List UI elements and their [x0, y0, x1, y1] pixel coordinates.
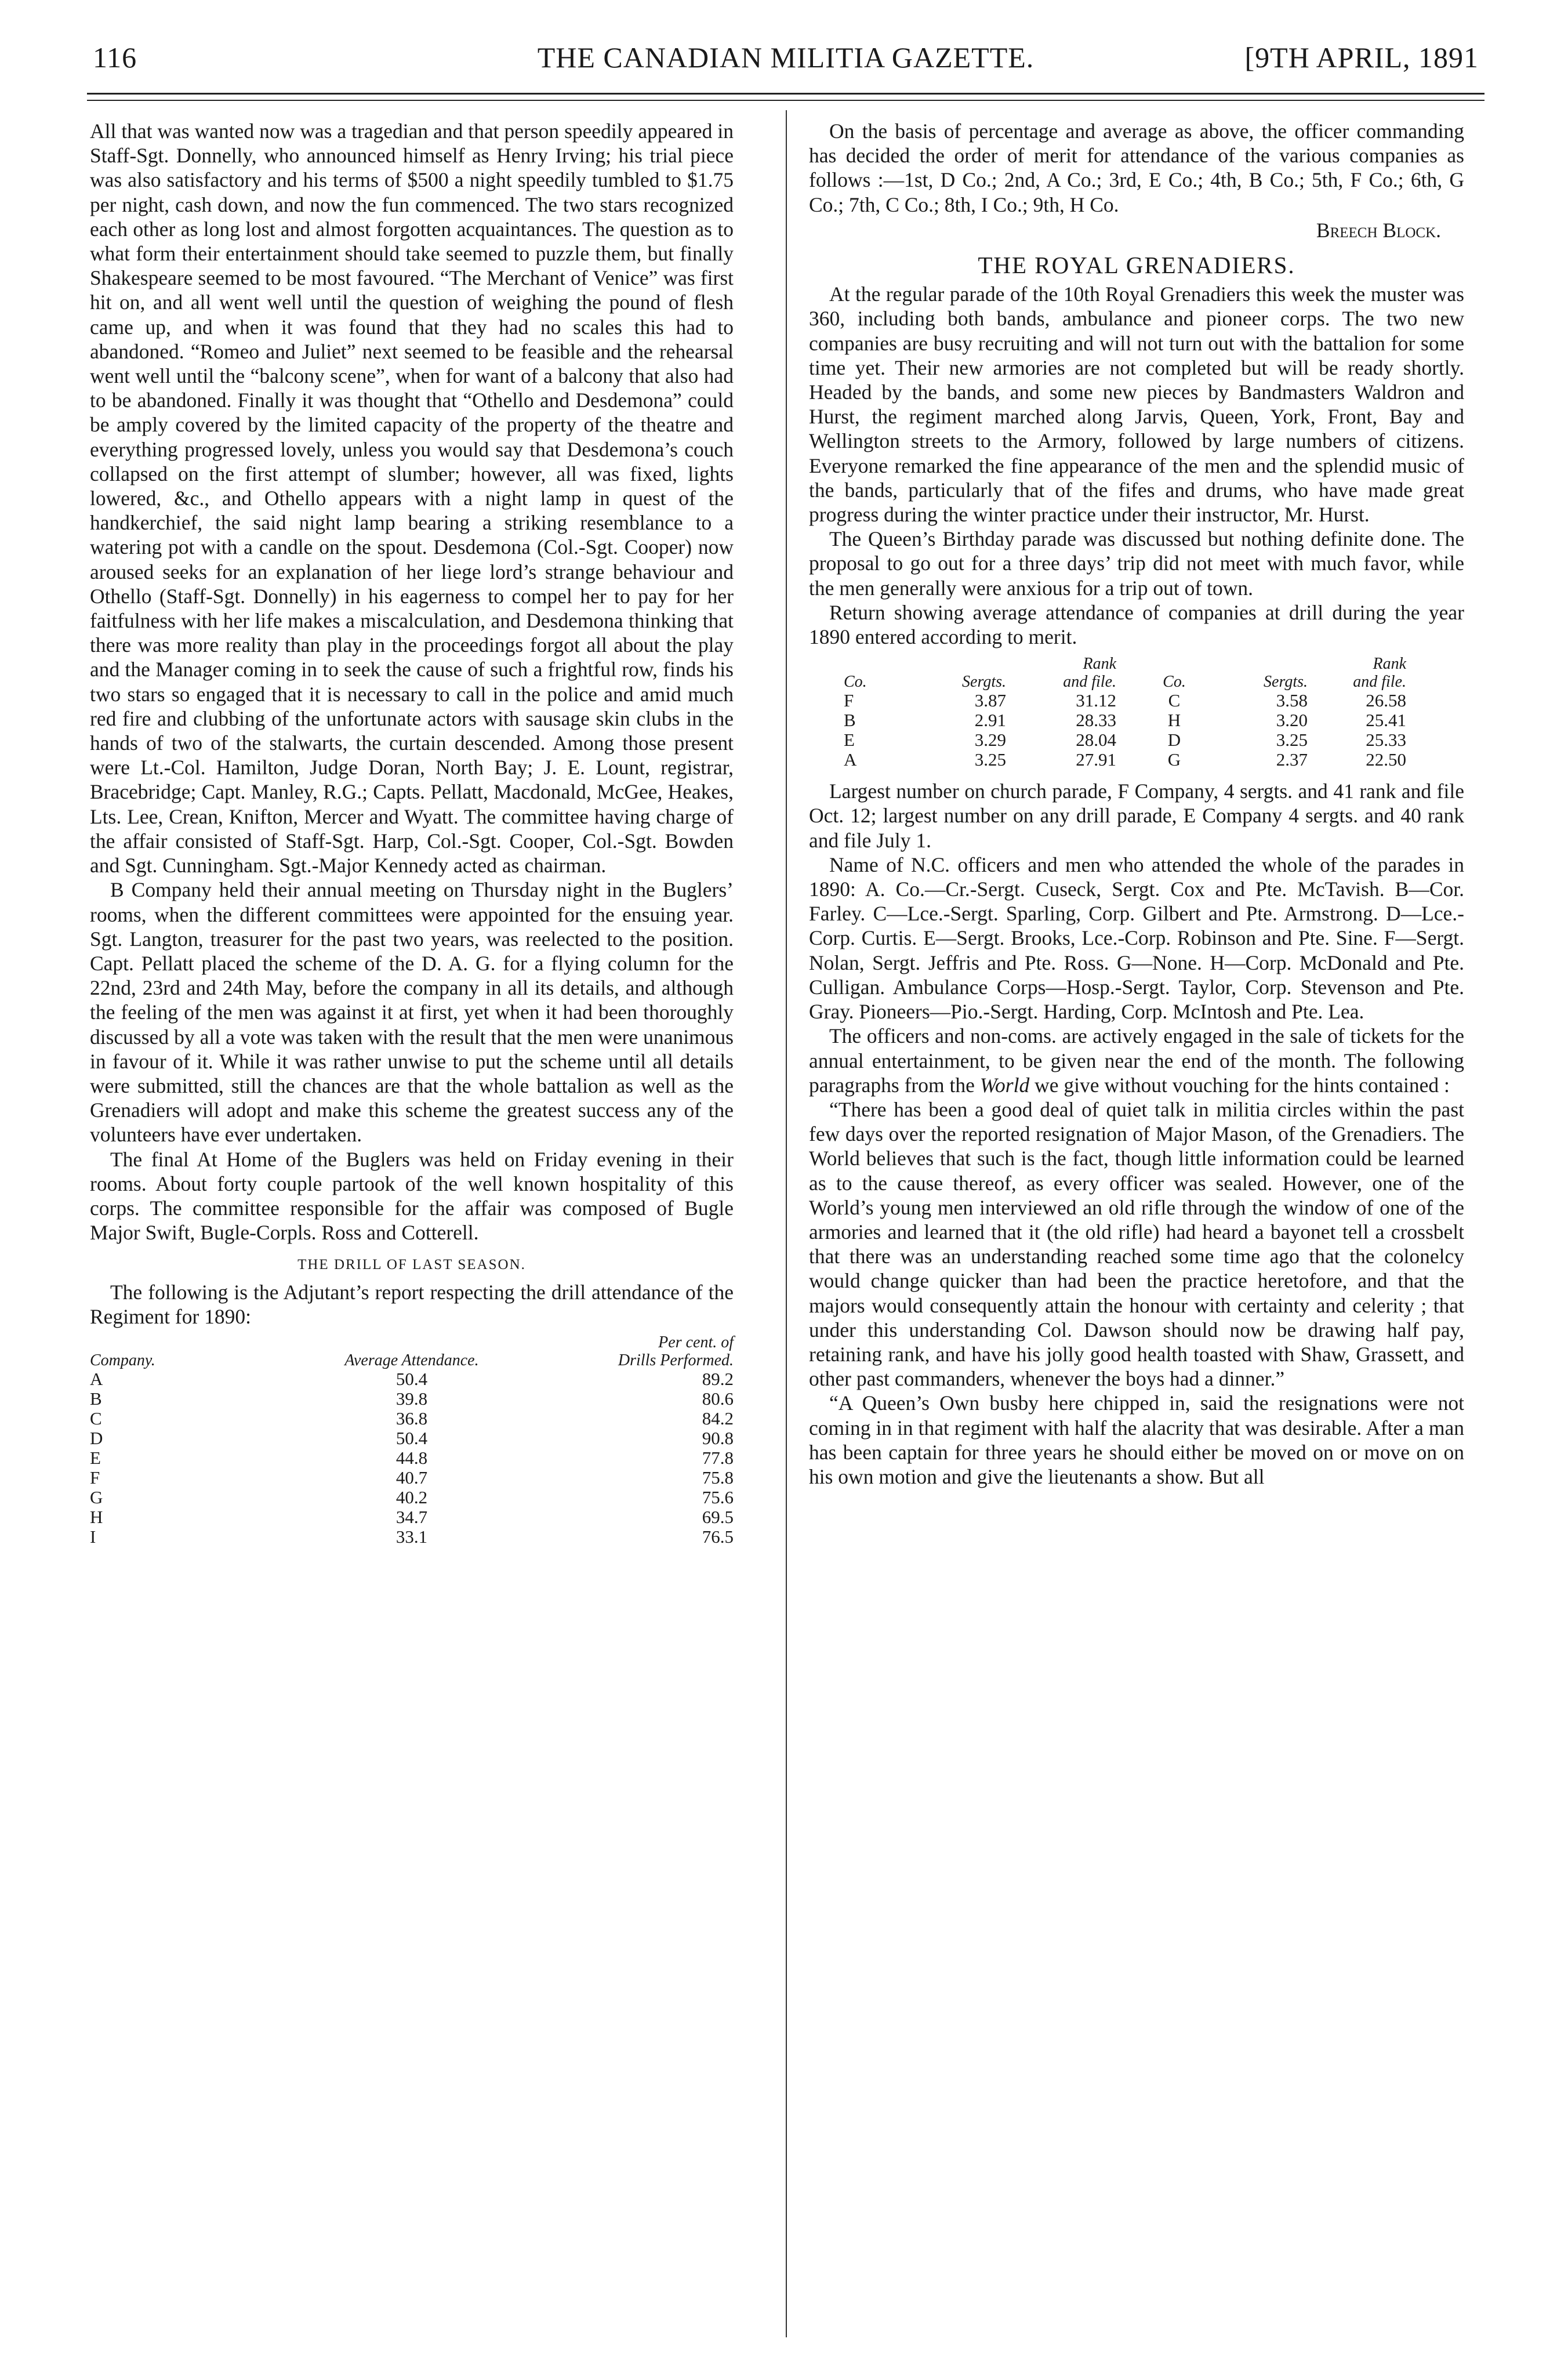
- company-cell: C: [1168, 690, 1181, 711]
- company-cell: E: [844, 730, 855, 751]
- table-row: [90, 1488, 734, 1507]
- sergeants-cell: 3.25: [1276, 730, 1308, 751]
- table-row: [90, 1468, 734, 1488]
- column-header: Average Attendance.: [344, 1351, 479, 1369]
- masthead: [93, 41, 1479, 87]
- company-cell: G: [1167, 749, 1181, 770]
- table-row: [90, 1369, 734, 1389]
- publication-title: THE CANADIAN MILITIA GAZETTE.: [537, 41, 1035, 74]
- percent-cell: 75.8: [702, 1467, 734, 1488]
- rank-file-cell: 25.41: [1366, 710, 1406, 731]
- paragraph: Largest number on church parade, F Company, 4 sergts. and 41 rank and file Oct. 12; largest number on any drill parade, E Company 4 sergts. and 40 rank and file July 1.: [809, 780, 1464, 852]
- rank-file-cell: 25.33: [1366, 730, 1406, 751]
- section-heading: THE ROYAL GRENADIERS.: [978, 252, 1295, 279]
- column-header: Drills Performed.: [618, 1351, 734, 1369]
- issue-date: [9TH APRIL, 1891: [1244, 41, 1479, 74]
- table-row: [844, 750, 1464, 770]
- company-cell: D: [90, 1427, 103, 1448]
- column-header: Company.: [90, 1351, 155, 1369]
- company-cell: A: [844, 749, 857, 770]
- percent-cell: 75.6: [702, 1487, 734, 1507]
- average-cell: 36.8: [395, 1408, 428, 1429]
- table-row: [90, 1527, 734, 1547]
- average-cell: 40.2: [395, 1487, 428, 1507]
- table-row: [90, 1507, 734, 1527]
- paragraph-text: we give without vouching for the hints contained :: [1035, 1073, 1450, 1097]
- paragraph: The final At Home of the Buglers was held on Friday evening in their rooms. About forty couple partook of the well known hospitality of this corps. The committee responsible for the affair was composed of Bugle Major Swift, Bugle-Corpls. Ross and Cotterell.: [90, 1147, 734, 1245]
- merit-table: [809, 655, 1464, 770]
- byline: Breech Block.: [1316, 218, 1441, 242]
- percent-cell: 80.6: [702, 1388, 734, 1409]
- rank-file-cell: 22.50: [1366, 749, 1406, 770]
- quoted-paragraph: “A Queen’s Own busby here chipped in, said the resignations were not coming in in that regiment with half the alacrity that was desirable. After a man has been captain for three years he should either be moved on or move on on his own motion and give the lieutenants a show. But all: [809, 1391, 1464, 1488]
- table-header: [90, 1333, 734, 1351]
- average-cell: 34.7: [395, 1506, 428, 1527]
- rank-file-cell: 27.91: [1076, 749, 1116, 770]
- column-header: Rank: [1083, 655, 1116, 673]
- paragraph: [809, 1024, 1464, 1097]
- percent-cell: 90.8: [702, 1427, 734, 1448]
- table-row: [90, 1409, 734, 1429]
- paragraph: The Queen’s Birthday parade was discussed but nothing definite done. The proposal to go out for a three days’ trip did not meet with much favor, while the men generally were anxious for a trip out of town.: [809, 527, 1464, 600]
- sergeants-cell: 2.91: [974, 710, 1006, 731]
- company-cell: C: [90, 1408, 102, 1429]
- sergeants-cell: 2.37: [1276, 749, 1308, 770]
- company-cell: H: [90, 1506, 103, 1527]
- paragraph: The following is the Adjutant’s report respecting the drill attendance of the Regiment for 1890:: [90, 1280, 734, 1328]
- average-cell: 50.4: [395, 1427, 428, 1448]
- percent-cell: 69.5: [702, 1506, 734, 1527]
- table-row: [90, 1389, 734, 1409]
- column-header: Co.: [1163, 673, 1186, 691]
- rank-file-cell: 28.33: [1076, 710, 1116, 731]
- company-cell: I: [90, 1526, 96, 1547]
- table-row: [844, 710, 1464, 730]
- percent-cell: 89.2: [702, 1368, 734, 1389]
- average-cell: 33.1: [395, 1526, 428, 1547]
- rank-file-cell: 28.04: [1076, 730, 1116, 751]
- table-header: [90, 1351, 734, 1369]
- column-header: Co.: [844, 673, 867, 691]
- paragraph: At the regular parade of the 10th Royal Grenadiers this week the muster was 360, including both bands, ambulance and pioneer corps. The two new companies are busy recruiting and will not turn out with the battalion for some time yet. Their new armories are not completed but will be ready shortly. Headed by the bands, and some new pieces by Bandmasters Waldron and Hurst, the regiment marched along Jarvis, Queen, York, Front, Bay and Wellington streets to the Armory, followed by large numbers of citizens. Everyone remarked the fine appearance of the men and the splendid music of the bands, particularly that of the fifes and drums, who have made great progress during the winter practice under their instructor, Mr. Hurst.: [809, 282, 1464, 527]
- paragraph: On the basis of percentage and average as above, the officer commanding has decided the order of merit for attendance of the various companies as follows :—1st, D Co.; 2nd, A Co.; 3rd, E Co.; 4th, B Co.; 5th, F Co.; 6th, G Co.; 7th, C Co.; 8th, I Co.; 9th, H Co.: [809, 119, 1464, 216]
- paragraph: B Company held their annual meeting on Thursday night in the Buglers’ rooms, when the different committees were appointed for the ensuing year. Sgt. Langton, treasurer for the past two years, was reelected to the position. Capt. Pellatt placed the scheme of the D. A. G. for a flying column for the 22nd, 23rd and 24th May, before the company in all its details, and although the feeling of the men was against it at first, yet when it had been thoroughly discussed by all a vote was taken with the result that the men were unanimous in favour of it. While it was rather unwise to put the scheme until all details were submitted, still the chances are that the whole battalion as well as the Grenadiers will adopt and make this scheme the greatest success any of the volunteers have ever undertaken.: [90, 878, 734, 1147]
- company-cell: F: [90, 1467, 100, 1488]
- paragraph: All that was wanted now was a tragedian and that person speedily appeared in Staff-Sgt. Donnelly, who announced himself as Henry Irving; his trial piece was also satisfactory and his terms of $500 a night speedily tumbled to $1.75 per night, cash down, and now the fun commenced. The two stars recognized each other as long lost and almost forgotten acquaintances. The question as to what form their entertainment should take seemed to puzzle them, but finally Shakespeare seemed to be most favoured. “The Merchant of Venice” was first hit on, and all went well until the question of weighing the pound of flesh came up, and when it was found that they had no scales this had to abandoned. “Romeo and Juliet” next seemed to be feasible and the rehearsal went well until the “balcony scene”, when for want of a balcony that also had to be abandoned. Finally it was thought that “Othello and Desdemona” could be amply covered by the limited capacity of the property of the theatre and everything progressed lovely, unless you would say that Desdemona’s couch collapsed on the first attempt of slumber; however, all was fixed, lights lowered, &c., and Othello appears with a night lamp in quest of the handkerchief, the said night lamp bearing a striking resemblance to a watering pot with a candle on the spout. Desdemona (Col.-Sgt. Cooper) now aroused seeks for an explanation of her liege lord’s strange behaviour and Othello (Staff-Sgt. Donnelly) in his eagerness to compel her to pay for her faitfulness with her life makes a miscalculation, and Desdemona thinking that there was more reality than play in the proceedings forgot all about the play and the Manager coming in to seek the cause of such a frightful row, finds his two stars so engaged that it is necessary to call in the police and amid much red fire and clubbing of the unfortunate actors with sausage skin clubs in the hands of two of the stalwarts, the curtain descended. Among those present were Lt.-Col. Hamilton, Judge Doran, North Bay; J. E. Lount, registrar, Bracebridge; Capt. Manley, R.G.; Capts. Pellatt, Macdonald, McGee, Heakes, Lts. Lee, Crean, Knifton, Mercer and Wyatt. The committee having charge of the affair consisted of Staff-Sgt. Harp, Col.-Sgt. Cooper, Col.-Sgt. Bowden and Sgt. Cunningham. Sgt.-Major Kennedy acted as chairman.: [90, 119, 734, 878]
- rank-file-cell: 26.58: [1366, 690, 1406, 711]
- column-header: and file.: [1353, 673, 1406, 691]
- column-header: Sergts.: [962, 673, 1006, 691]
- company-cell: G: [90, 1487, 103, 1507]
- percent-cell: 76.5: [702, 1526, 734, 1547]
- column-divider: [786, 110, 787, 2337]
- drill-attendance-table: [90, 1333, 734, 1547]
- sergeants-cell: 3.25: [974, 749, 1006, 770]
- average-cell: 40.7: [395, 1467, 428, 1488]
- sergeants-cell: 3.87: [974, 690, 1006, 711]
- percent-cell: 77.8: [702, 1447, 734, 1468]
- average-cell: 50.4: [395, 1368, 428, 1389]
- section-subheading: THE DRILL OF LAST SEASON.: [297, 1257, 526, 1273]
- column-header: Per cent. of: [658, 1333, 734, 1351]
- company-cell: A: [90, 1368, 103, 1389]
- percent-cell: 84.2: [702, 1408, 734, 1429]
- table-header: [844, 655, 1464, 673]
- company-cell: H: [1167, 710, 1181, 731]
- sergeants-cell: 3.29: [974, 730, 1006, 751]
- table-row: [90, 1448, 734, 1468]
- header-rule: [87, 93, 1484, 95]
- left-column: [90, 119, 734, 1547]
- average-cell: 39.8: [395, 1388, 428, 1409]
- average-cell: 44.8: [395, 1447, 428, 1468]
- table-row: [844, 730, 1464, 750]
- column-header: and file.: [1063, 673, 1116, 691]
- company-cell: B: [844, 710, 856, 731]
- paragraph-text: The officers and non-coms. are actively engaged in the sale of tickets for the annual entertainment, to be given near the end of the month. The following paragraphs from the: [809, 1024, 1464, 1097]
- table-row: [90, 1429, 734, 1448]
- right-column: [809, 119, 1464, 1489]
- column-header: Sergts.: [1264, 673, 1308, 691]
- paragraph: Name of N.C. officers and men who attended the whole of the parades in 1890: A. Co.—Cr.-Sergt. Cuseck, Sergt. Cox and Pte. McTavish. B—Cor. Farley. C—Lce.-Sergt. Sparling, Corp. Gilbert and Pte. Armstrong. D—Lce.-Corp. Curtis. E—Sergt. Brooks, Lce.-Corp. Robinson and Pte. Sine. F—Sergt. Nolan, Sergt. Jeffris and Pte. Ross. G—None. H—Corp. McDonald and Pte. Culligan. Ambulance Corps—Hosp.-Sergt. Taylor, Corp. Stevenson and Pte. Gray. Pioneers—Pio.-Sergt. Harding, Corp. McIntosh and Pte. Lea.: [809, 853, 1464, 1024]
- company-cell: F: [844, 690, 854, 711]
- company-cell: E: [90, 1447, 101, 1468]
- column-header: Rank: [1373, 655, 1406, 673]
- page-number: 116: [93, 41, 137, 74]
- company-cell: D: [1167, 730, 1181, 751]
- quoted-paragraph: “There has been a good deal of quiet talk in militia circles within the past few days over the reported resignation of Major Mason, of the Grenadiers. The World believes that such is the fact, though little information could be learned as to the cause thereof, as every officer was sealed. However, one of the World’s young men interviewed an old rifle through the window of one of the armories and learned that it (the old rifle) had heard a bayonet tell a crossbelt that there was an understanding reached some time ago that the colonelcy would change quicker than had been the practice heretofore, and that the majors would consequently attain the honour with certainty and celerity ; that under this understanding Col. Dawson should now be drawing half pay, retaining rank, and have his jolly good health toasted with Shaw, Grassett, and other past commanders, whenever the boys had a dinner.”: [809, 1097, 1464, 1391]
- table-header: [844, 673, 1464, 691]
- paragraph: Return showing average attendance of companies at drill during the year 1890 entered according to merit.: [809, 600, 1464, 649]
- header-rule-thin: [87, 100, 1484, 101]
- sergeants-cell: 3.20: [1276, 710, 1308, 731]
- sergeants-cell: 3.58: [1276, 690, 1308, 711]
- rank-file-cell: 31.12: [1076, 690, 1116, 711]
- company-cell: B: [90, 1388, 102, 1409]
- newspaper-name: World: [979, 1073, 1030, 1097]
- table-row: [844, 691, 1464, 710]
